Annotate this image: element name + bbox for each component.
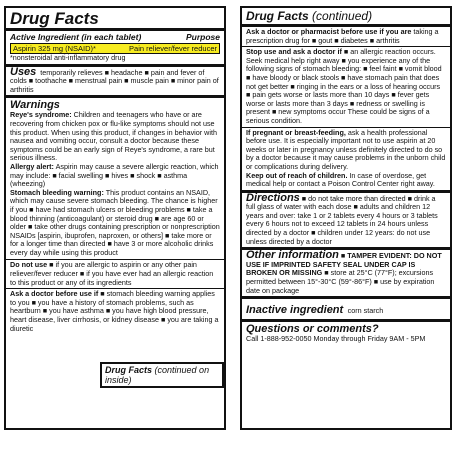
panel-title: Drug Facts — [246, 9, 309, 23]
reye-label: Reye's syndrome: — [10, 110, 72, 120]
pregnancy-section — [242, 128, 450, 190]
questions-title: Questions or comments? — [246, 323, 379, 336]
ask-pharmacist-text: taking a prescription drug for ■ gout ■ diabetes ■ arthritis — [246, 27, 439, 45]
ask-doctor-label: Ask a doctor before use if — [10, 289, 99, 299]
uses-title: Uses — [10, 65, 37, 78]
pregnancy-text: ask a health professional before use. It is especially important not to use aspirin at 20 weeks or later in pregnancy unless definitely directed to do so by a doctor because it may cause problems in the unborn child or complications during delivery. — [246, 127, 446, 171]
uses-section — [6, 67, 224, 96]
directions-section — [242, 193, 450, 248]
uses-text: temporarily relieves ■ headache ■ pain and fever of colds ■ toothache ■ menstrual pain ■ muscle pain ■ minor pain of arthritis — [10, 67, 219, 94]
questions-text: Call 1-888-952-0050 Monday through Friday 9AM - 5PM — [246, 334, 426, 344]
continued-label: Drug Facts — [105, 365, 153, 375]
continued-inside-box — [100, 362, 224, 388]
pregnancy-label: If pregnant or breast-feeding, — [246, 127, 346, 137]
directions-title: Directions — [246, 191, 300, 204]
continued-text: (continued on inside) — [105, 365, 210, 385]
allergy-label: Allergy alert: — [10, 161, 54, 171]
ask-doctor-section — [6, 289, 224, 333]
other-info-text: ■ store at 25°C (77°F); excursions permitted between 15°-30°C (59°-86°F) ■ use by expiration date on package — [246, 268, 435, 295]
panel-title-cont: (continued) — [312, 9, 373, 23]
active-ingredient-header: Active Ingredient (in each tablet) — [10, 32, 142, 42]
stop-use-section — [242, 47, 450, 126]
warnings-title: Warnings — [10, 99, 60, 112]
ask-pharmacist-section — [242, 27, 450, 46]
inactive-ingredient-text: corn starch — [347, 306, 384, 316]
do-not-use-section — [6, 260, 224, 288]
reach-children-text: In case of overdose, get medical help or contact a Poison Control Center right away. — [246, 170, 435, 189]
ingredient-name: Aspirin 325 mg (NSAID)* — [13, 44, 96, 53]
stomach-label: Stomach bleeding warning: — [10, 187, 104, 197]
warnings-section — [6, 98, 224, 257]
do-not-use-label: Do not use — [10, 260, 48, 270]
other-info-title: Other information — [246, 249, 339, 262]
directions-text: ■ do not take more than directed ■ drink a full glass of water with each dose ■ adults and children 12 years and over: take 1 or 2 tablets every 4 hours or 3 tablets every 6 hours not to exceed 12 tablets in 24 hours unless directed by a doctor ■ children under 12 years: do not use unless directed by a doctor — [246, 193, 438, 246]
stop-use-label: Stop use and ask a doctor if — [246, 47, 342, 57]
inactive-ingredient-title: Inactive ingredient — [246, 304, 344, 317]
inactive-ingredient-section — [242, 299, 450, 319]
panel-title: Drug Facts — [10, 9, 99, 28]
ask-doctor-text: ■ stomach bleeding warning applies to you ■ you have a history of stomach problems, such as heartburn ■ you have asthma ■ you have high blood pressure, heart disease, liver cirrhosis, or kidney disease ■ you are taking a diuretic — [10, 289, 219, 333]
allergy-text: Aspirin may cause a severe allergic reaction, which may include: ■ facial swelling ■ hives ■ shock ■ asthma (wheezing) — [10, 161, 219, 189]
panel-title-continued — [242, 8, 450, 24]
stomach-text: This product contains an NSAID, which may cause severe stomach bleeding. The chance is higher if you ■ have had stomach ulcers or bleeding problems ■ take a blood thinning (anticoagulant) or steroid drug ■ are age 60 or older ■ take other drugs containing prescription or nonprescription NSAIDs [aspirin, ibuprofen, naproxen, or others] ■ take more or for a longer time than directed ■ have 3 or more alcoholic drinks every day while using this product — [10, 187, 220, 257]
reach-children-label: Keep out of reach of children. — [246, 170, 348, 180]
other-info-section — [242, 250, 450, 296]
purpose-header: Purpose — [185, 32, 220, 42]
questions-section — [242, 322, 450, 344]
ask-pharmacist-label: Ask a doctor or pharmacist before use if you are — [246, 27, 412, 36]
reye-text: Children and teenagers who have or are recovering from chicken pox or flu-like symptoms should not use this product. When using this product, if changes in behavior with nausea and vomiting occur, consult a doctor because these symptoms could be an early sign of Reye's syndrome, a rare but serious illness. — [10, 110, 217, 163]
nsaid-note: *nonsteroidal anti-inflammatory drug — [10, 53, 126, 62]
ingredient-purpose: Pain reliever/fever reducer — [129, 44, 217, 53]
stop-use-text: ■ an allergic reaction occurs. Seek medical help right away ■ you experience any of the following signs of stomach bleeding: ■ feel faint ■ vomit blood ■ have bloody or black stools ■ have stomach pain that does not get better ■ ringing in the ears or a loss of hearing occurs ■ pain gets worse or lasts more than 10 days ■ fever gets worse or lasts more than 3 days ■ redness or swelling is present ■ new symptoms occur These could be signs of a serious condition. — [246, 47, 442, 125]
active-ingredient-header-row — [6, 31, 224, 43]
do-not-use-text: ■ if you are allergic to aspirin or any other pain reliever/fever reducer ■ if you have ever had an allergic reaction to this product or any of its ingredients — [10, 260, 214, 287]
drug-facts-panel-right — [240, 6, 452, 430]
tamper-evident-text: ■ TAMPER EVIDENT: DO NOT USE IF IMPRINTED SAFETY SEAL UNDER CAP IS BROKEN OR MISSING — [246, 251, 442, 278]
